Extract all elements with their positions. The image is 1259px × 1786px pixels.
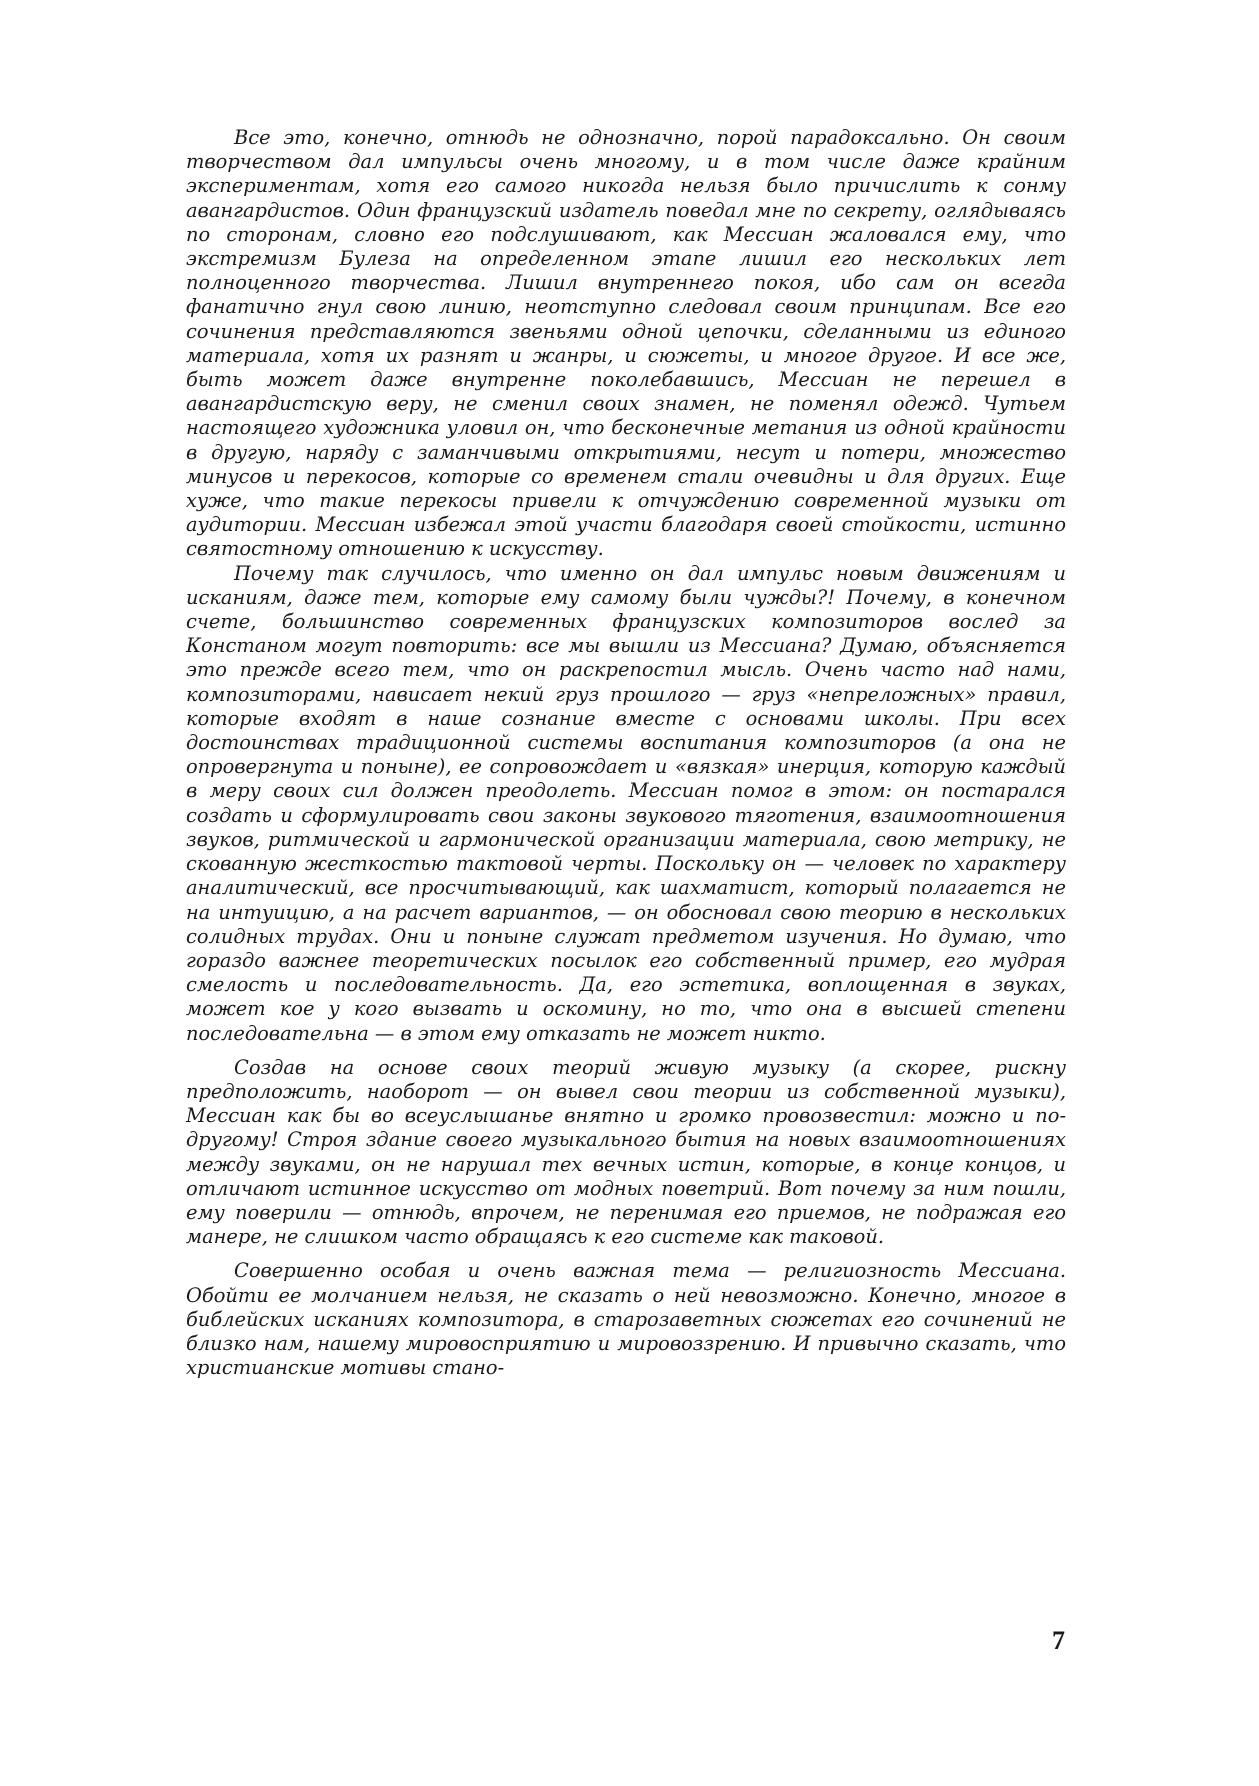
paragraph-3: Создав на основе своих теорий живую музыку (а скорее, рискну предположить, наоборот — он вывел свои теории из собственной музыки), Мессиан как бы во всеуслышанье внятно и громко провозвестил: можно и по-другому! Строя здание своего музыкального бытия на новых взаимоотношениях между звуками, он не нарушал тех вечных истин, которые, в конце концов, и отличают истинное искусство от модных поветрий. Вот почему за ним пошли, ему поверили — отнюдь, впрочем, не перенимая его приемов, не подражая его манере, не слишком часто обращаясь к его системе как таковой. (186, 1055, 1066, 1249)
paragraph-1: Все это, конечно, отнюдь не однозначно, порой парадоксально. Он своим творчеством дал импульсы очень многому, и в том числе даже крайним экспериментам, хотя его самого никогда нельзя было причислить к сонму авангардистов. Один французский издатель поведал мне по секрету, оглядываясь по сторонам, словно его подслушивают, как Мессиан жаловался ему, что экстремизм Булеза на определенном этапе лишил его нескольких лет полноценного творчества. Лишил внутреннего покоя, ибо сам он всегда фанатично гнул свою линию, неотступно следовал своим принципам. Все его сочинения представляются звеньями одной цепочки, сделанными из единого материала, хотя их разнят и жанры, и сюжеты, и многое другое. И все же, быть может даже внутренне поколебавшись, Мессиан не перешел в авангардистскую веру, не сменил своих знамен, не поменял одежд. Чутьем настоящего художника уловил он, что бесконечные метания из одной крайности в другую, наряду с заманчивыми открытиями, несут и потери, множество минусов и перекосов, которые со временем стали очевидны и для других. Еще хуже, что такие перекосы привели к отчуждению современной музыки от аудитории. Мессиан избежал этой участи благодаря своей стойкости, истинно святостному отношению к искусству. (186, 126, 1066, 561)
paragraph-4: Совершенно особая и очень важная тема — религиозность Мессиана. Обойти ее молчанием нельзя, не сказать о ней невозможно. Конечно, многое в библейских исканиях композитора, в старозаветных сюжетах его сочинений не близко нам, нашему мировосприятию и мировоззрению. И привычно сказать, что христианские мотивы стано- (186, 1259, 1066, 1380)
paragraph-2: Почему так случилось, что именно он дал импульс новым движениям и исканиям, даже тем, которые ему самому были чужды?! Почему, в конечном счете, большинство современных французских композиторов вослед за Констаном могут повторить: все мы вышли из Мессиана? Думаю, объясняется это прежде всего тем, что он раскрепостил мысль. Очень часто над нами, композиторами, нависает некий груз прошлого — груз «непреложных» правил, которые входят в наше сознание вместе с основами школы. При всех достоинствах традиционной системы воспитания композиторов (а она не опровергнута и поныне), ее сопровождает и «вязкая» инерция, которую каждый в меру своих сил должен преодолеть. Мессиан помог в этом: он постарался создать и сформулировать свои законы звукового тяготения, взаимоотношения звуков, ритмической и гармонической организации материала, свою метрику, не скованную жесткостью тактовой черты. Поскольку он — человек по характеру аналитический, все просчитывающий, как шахматист, который полагается не на интуицию, а на расчет вариантов, — он обосновал свою теорию в нескольких солидных трудах. Они и поныне служат предметом изучения. Но думаю, что гораздо важнее теоретических посылок его собственный пример, его мудрая смелость и последовательность. Да, его эстетика, воплощенная в звуках, может кое у кого вызвать и оскомину, но то, что она в высшей степени последовательна — в этом ему отказать не может никто. (186, 561, 1066, 1045)
page-number: 7 (1052, 1626, 1065, 1655)
body-text (186, 126, 1066, 1380)
